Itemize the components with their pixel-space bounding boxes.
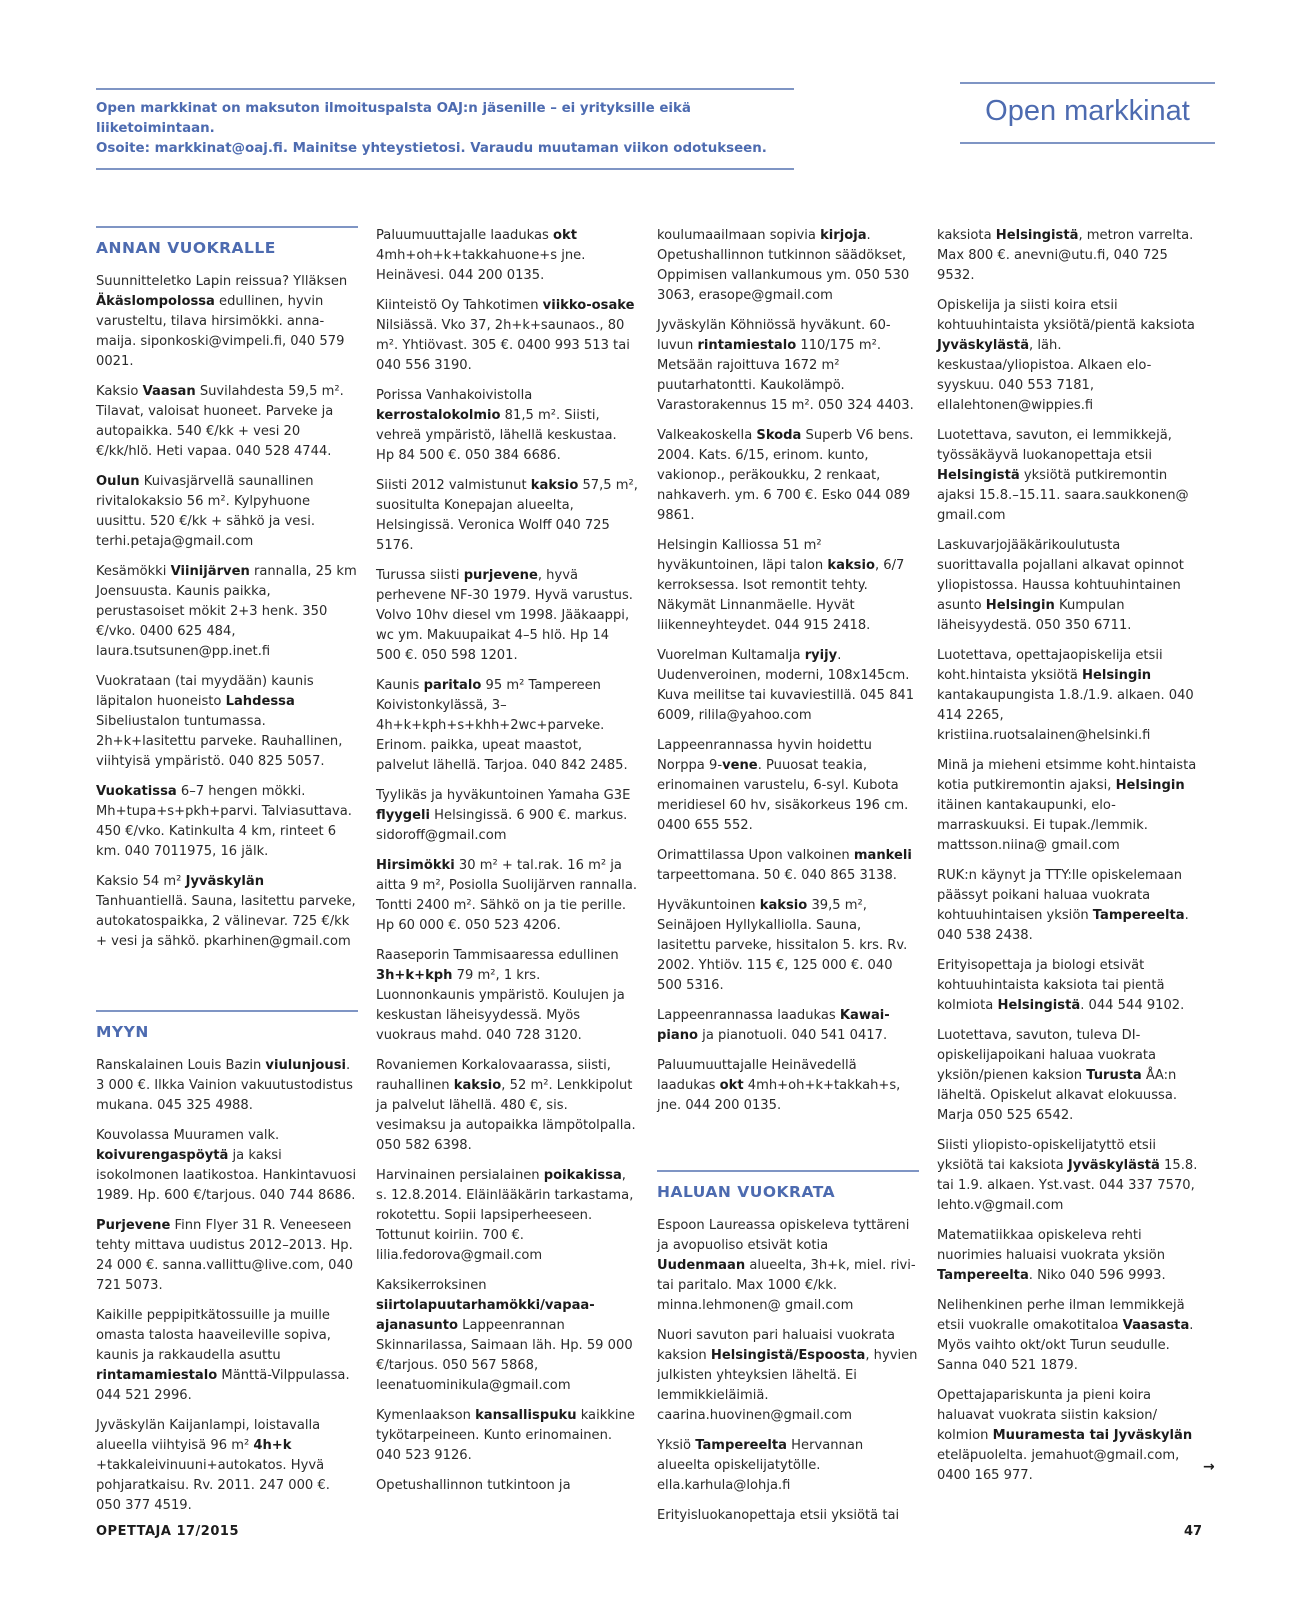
classified-ad (937, 646, 1199, 746)
ad-text: tarpeettomana. 50 €. 040 865 3138. (657, 868, 897, 883)
ad-keyword: purjevene (463, 568, 538, 583)
section-heading-annan-vuokralle: ANNAN VUOKRALLE (96, 226, 358, 258)
classified-ad (376, 476, 638, 556)
classified-ad (96, 1216, 358, 1296)
section-spacer (657, 1126, 919, 1170)
classified-ad (376, 676, 638, 776)
ad-keyword: Helsingistä (997, 998, 1081, 1013)
ad-text: Jyväskylän Kaijanlampi, loistavalla alueella viihtyisä 96 m² (96, 1418, 321, 1453)
classified-ad (937, 866, 1199, 946)
ad-text: kaikkine tykötarpeineen. Kunto erinomainen. 040 523 9126. (376, 1408, 635, 1463)
intro-line-2: Osoite: markkinat@oaj.fi. Mainitse yhteystietosi. Varaudu muutaman viikon odotukseen. (96, 141, 767, 156)
ad-keyword: Helsingistä (995, 228, 1079, 243)
ad-text: Kesämökki (96, 564, 171, 579)
classified-ad (376, 1476, 638, 1496)
ad-keyword: Helsingistä/Espoosta (710, 1348, 866, 1363)
ad-text: 15.8. tai 1.9. alkaen. Yst.vast. 044 337 7570, lehto.v@gmail.com (937, 1158, 1198, 1213)
page-number: 47 (1184, 1524, 1203, 1539)
ad-text: Paluumuuttajalle laadukas (376, 228, 554, 243)
classified-ad (657, 536, 919, 636)
ad-text: Siisti yliopisto-opiskelijatyttö etsii yksiötä tai kaksiota (937, 1138, 1157, 1173)
ad-keyword: Helsingistä (937, 468, 1020, 483)
section-spacer (96, 962, 358, 1010)
ad-keyword: Hirsimökki (376, 858, 455, 873)
ad-keyword: Helsingin (1115, 778, 1185, 793)
ad-text: Yksiö (657, 1438, 696, 1453)
ad-text: Ranskalainen Louis Bazin (96, 1058, 266, 1073)
ad-keyword: Tampereelta (1092, 908, 1185, 923)
ad-text: Kiinteistö Oy Tahkotimen (376, 298, 543, 313)
ad-text: Valkeakoskella (657, 428, 757, 443)
ad-text: koulumaailmaan sopivia (657, 228, 821, 243)
ad-text: 30 m² + tal.rak. 16 m² ja aitta 9 m², Posiolla Suolijärven rannalla. Tontti 2400 m². Sähkö on ja tie perille. Hp 60 000 €. 050 523 4206. (376, 858, 638, 933)
ad-text: Matematiikkaa opiskeleva rehti nuorimies haluaisi vuokrata yksiön (937, 1228, 1166, 1263)
classified-ad (376, 566, 638, 666)
ad-keyword: ryijy (804, 648, 838, 663)
classified-ad (657, 426, 919, 526)
ad-text: Opetushallinnon tutkintoon ja (376, 1478, 571, 1493)
classified-ad (937, 1136, 1199, 1216)
classified-ad (657, 226, 919, 306)
ad-text: , hyvä perhevene NF-30 1979. Hyvä varustus. Volvo 10hv diesel vm 1998. Jääkaappi, wc ym. Makuupaikat 4–5 hlö. Hp 14 500 €. 050 598 1201. (376, 568, 633, 663)
ad-text: 4mh+oh+k+takkahuone+s jne. Heinävesi. 044 200 0135. (376, 248, 586, 283)
ad-text: . Myös vaihto okt/okt Turun seudulle. Sanna 040 521 1879. (937, 1318, 1194, 1373)
ad-keyword: poikakissa (543, 1168, 622, 1183)
ad-text: , s. 12.8.2014. Eläinlääkärin tarkastama, rokotettu. Sopii lapsiperheeseen. Tottunut koiriin. 700 €. lilia.fedorova@gmail.com (376, 1168, 634, 1263)
ad-text: alueelta, 3h+k, miel. rivi- tai paritalo. Max 1000 €/kk. minna.lehmonen@ gmail.com (657, 1258, 916, 1313)
ad-text: Luotettava, opettajaopiskelija etsii koht.hintaista yksiötä (937, 648, 1163, 683)
ad-text: Suunnitteletko Lapin reissua? Ylläksen (96, 274, 348, 289)
classified-ad (937, 426, 1199, 526)
ad-keyword: rintamamiestalo (96, 1368, 218, 1383)
classified-ad (657, 896, 919, 996)
classified-ad (937, 226, 1199, 286)
ad-keyword: viikko-osake (542, 298, 635, 313)
ad-text: Vuokrataan (tai myydään) kaunis läpitalon huoneisto (96, 674, 314, 709)
ad-text: Kumpulan läheisyydestä. 050 350 6711. (937, 598, 1132, 633)
ad-text: Raaseporin Tammisaaressa edullinen (376, 948, 619, 963)
ad-text: Porissa Vanhakoivistolla (376, 388, 533, 403)
intro-bottom-rule (96, 168, 794, 170)
ad-keyword: kaksio (453, 1078, 502, 1093)
ad-text: 4mh+oh+k+takkah+s, jne. 044 200 0135. (657, 1078, 901, 1113)
ad-text: , läh. keskustaa/yliopistoa. Alkaen elo-syyskuu. 040 553 7181, ellalehtonen@wippies.fi (937, 338, 1152, 413)
ad-keyword: Helsingin (1082, 668, 1152, 683)
ad-keyword: viulunjousi (265, 1058, 346, 1073)
ad-text: Hervannan alueelta opiskelijatytölle. ella.karhula@lohja.fi (657, 1438, 864, 1493)
classified-ad (376, 1406, 638, 1466)
ad-keyword: okt (553, 228, 577, 243)
classified-ad (376, 946, 638, 1046)
ad-text: Nelihenkinen perhe ilman lemmikkejä etsii vuokralle omakotitaloa (937, 1298, 1185, 1333)
ad-keyword: Tampereelta (695, 1438, 787, 1453)
classified-ad (937, 956, 1199, 1016)
classified-ad (937, 756, 1199, 856)
ad-text: Helsingissä. 6 900 €. markus. sidoroff@gmail.com (376, 808, 628, 843)
ad-text: 6–7 hengen mökki. Mh+tupa+s+pkh+parvi. Talviasuttava. 450 €/vko. Katinkulta 4 km, rinteet 6 km. 040 7011975, 16 jälk. (96, 784, 352, 859)
ad-text: kaksiota (937, 228, 996, 243)
ad-keyword: 3h+k+kph (376, 968, 453, 983)
ad-text: . Uudenveroinen, moderni, 108x145cm. Kuva meilitse tai kuvaviestillä. 045 841 6009, rilila@yahoo.com (657, 648, 915, 723)
ad-keyword: rintamiestalo (697, 338, 797, 353)
ad-text: RUK:n käynyt ja TTY:lle opiskelemaan päässyt poikani haluaa vuokrata kohtuuhintaisen yksiön (937, 868, 1183, 923)
ad-text: Kaikille peppipitkätossuille ja muille omasta talosta haaveileville sopiva, kaunis ja rakkaudella asuttu (96, 1308, 331, 1363)
classified-ad (657, 316, 919, 416)
classified-ad (657, 1216, 919, 1316)
ad-keyword: kaksio (530, 478, 579, 493)
ad-keyword: Jyväskylän (185, 874, 265, 889)
ad-text: Paluumuuttajalle Heinävedellä laadukas (657, 1058, 857, 1093)
ad-text: Harvinainen persialainen (376, 1168, 544, 1183)
classified-ad (376, 296, 638, 376)
ad-text: . Puuosat teakia, erinomainen varustelu, 6-syl. Kubota meridiesel 60 hv, sisäkorkeus 196 cm. 0400 655 552. (657, 758, 909, 833)
ad-text: Lappeenrannan Skinnarilassa, Saimaan läh. Hp. 59 000 €/tarjous. 050 567 5868, leenatuominikula@gmail.com (376, 1318, 633, 1393)
ad-text: Kuivasjärvellä saunallinen rivitalokaksio 56 m². Kylpyhuone uusittu. 520 €/kk + sähkö ja vesi. terhi.petaja@gmail.com (96, 474, 315, 549)
classified-ad (937, 1026, 1199, 1126)
ad-text: edullinen, hyvin varusteltu, tilava hirsimökki. anna-maija. siponkoski@vimpeli.fi, 040 579 0021. (96, 294, 345, 369)
ad-text: eteläpuolelta. jemahuot@gmail.com, 0400 165 977. (937, 1448, 1180, 1483)
ad-keyword: flyygeli (376, 808, 431, 823)
classified-ad (96, 382, 358, 462)
ad-text: Kymenlaakson (376, 1408, 476, 1423)
ad-text: Nilsiässä. Vko 37, 2h+k+saunaos., 80 m². Yhtiövast. 305 €. 0400 993 513 tai 040 556 3190. (376, 318, 630, 373)
column-2 (376, 226, 638, 1506)
ad-keyword: okt (719, 1078, 744, 1093)
classified-ad (657, 1326, 919, 1426)
ad-keyword: Jyväskylästä (937, 338, 1030, 353)
ad-keyword: Lahdessa (225, 694, 295, 709)
ad-text: 39,5 m², Seinäjoen Hyllykalliolla. Sauna, lasitettu parveke, hissitalon 5. krs. Rv. 2002. Yhtiöv. 115 €, 125 000 €. 040 500 5316. (657, 898, 908, 993)
intro-line-1: Open markkinat on maksuton ilmoituspalsta OAJ:n jäsenille – ei yrityksille eikä liiketoimintaan. (96, 101, 691, 136)
ad-keyword: Oulun (96, 474, 140, 489)
ad-text: Kouvolassa Muuramen valk. (96, 1128, 280, 1143)
ad-text: Rovaniemen Korkalovaarassa, siisti, rauhallinen (376, 1058, 611, 1093)
classified-ad (96, 672, 358, 772)
ad-keyword: siirtolapuutarhamökki/vapaa-ajanasunto (376, 1298, 595, 1333)
ad-keyword: kaksio (827, 558, 875, 573)
ad-text: . 3 000 €. Ilkka Vainion vakuutustodistus mukana. 045 325 4988. (96, 1058, 353, 1113)
classified-ad (96, 872, 358, 952)
classified-ad (937, 1386, 1199, 1486)
classified-ad (376, 786, 638, 846)
intro-box (96, 88, 794, 170)
ad-text: Opiskelija ja siisti koira etsii kohtuuhintaista yksiötä/pientä kaksiota (937, 298, 1195, 333)
ad-keyword: Vaasasta (1122, 1318, 1190, 1333)
classified-ad (376, 226, 638, 286)
ad-text: Erityisopettaja ja biologi etsivät kohtuuhintaista kaksiota tai pientä kolmiota (937, 958, 1165, 1013)
ad-text: Kaunis (376, 678, 424, 693)
ad-text: ja pianotuoli. 040 541 0417. (698, 1028, 888, 1043)
classified-ad (937, 296, 1199, 416)
ad-text: Helsingin Kalliossa 51 m² hyväkuntoinen, läpi talon (657, 538, 828, 573)
classified-ad (96, 1056, 358, 1116)
ad-keyword: mankeli (853, 848, 912, 863)
ad-text: 57,5 m², suositulta Konepajan alueelta, Helsingissä. Veronica Wolff 040 725 5176. (376, 478, 638, 553)
ad-keyword: kirjoja (820, 228, 867, 243)
section-heading-haluan-vuokrata: HALUAN VUOKRATA (657, 1170, 919, 1202)
ad-text: Kaksikerroksinen (376, 1278, 487, 1293)
ad-text: Tyylikäs ja hyväkuntoinen Yamaha G3E (376, 788, 631, 803)
classified-ad (937, 1226, 1199, 1286)
column-3 (657, 226, 919, 1536)
ad-text: Suvilahdesta 59,5 m². Tilavat, valoisat huoneet. Parveke ja autopaikka. 540 €/kk + vesi 20 €/kk/hlö. Heti vapaa. 040 528 4744. (96, 384, 344, 459)
ad-keyword: Kawai-piano (657, 1008, 890, 1043)
ad-keyword: Purjevene (96, 1218, 171, 1233)
ad-text: Hyväkuntoinen (657, 898, 760, 913)
ad-text: Luotettava, savuton, tuleva DI-opiskelijapoikani haluaa vuokrata yksiön/pienen kaksion (937, 1028, 1157, 1083)
classified-ad (657, 1006, 919, 1046)
ad-text: Lappeenrannassa hyvin hoidettu Norppa 9- (657, 738, 872, 773)
ad-text: Siisti 2012 valmistunut (376, 478, 531, 493)
ad-text: Vuorelman Kultamalja (657, 648, 805, 663)
ad-text: Opettajapariskunta ja pieni koira haluavat vuokrata siistin kaksion/ kolmion (937, 1388, 1158, 1443)
ad-keyword: Vuokatissa (96, 784, 177, 799)
column-1 (96, 226, 358, 1526)
ad-text: . Opetushallinnon tutkinnon säädökset, Oppimisen vallankumous ym. 050 530 3063, erasope@gmail.com (657, 228, 910, 303)
classified-ad (376, 1166, 638, 1266)
ad-text: ja kaksi isokolmonen laatikostoa. Hankintavuosi 1989. Hp. 600 €/tarjous. 040 744 8686. (96, 1148, 357, 1203)
classified-ad (657, 736, 919, 836)
ad-keyword: Viinijärven (170, 564, 250, 579)
classified-ad (376, 1276, 638, 1396)
ad-text: Nuori savuton pari haluaisi vuokrata kaksion (657, 1328, 896, 1363)
ad-text: Laskuvarjojääkärikoulutusta suorittavalla pojallani alkavat opinnot yliopistossa. Haussa kohtuuhintainen asunto (937, 538, 1184, 613)
ad-text: +takkaleivinuuni+autokatos. Hyvä pohjaratkaisu. Rv. 2011. 247 000 €. 050 377 4519. (96, 1458, 330, 1513)
ad-text: Luotettava, savuton, ei lemmikkejä, työssäkäyvä luokanopettaja etsii (937, 428, 1172, 463)
classified-ad (96, 782, 358, 862)
ad-text: Superb V6 bens. 2004. Kats. 6/15, erinom. kunto, vakionop., peräkoukku, 2 renkaat, nahkaverh. ym. 6 700 €. Esko 044 089 9861. (657, 428, 914, 523)
ad-keyword: kansallispuku (475, 1408, 577, 1423)
classified-ad (657, 646, 919, 726)
ad-text: Tanhuantiellä. Sauna, lasitettu parveke, autokatospaikka, 2 välinevar. 725 €/kk + vesi ja sähkö. pkarhinen@gmail.com (96, 894, 356, 949)
classified-ad (937, 536, 1199, 636)
ad-text: Finn Flyer 31 R. Veneeseen tehty mittava uudistus 2012–2013. Hp. 24 000 €. sanna.vallittu@live.com, 040 721 5073. (96, 1218, 354, 1293)
ad-keyword: Skoda (756, 428, 802, 443)
ad-keyword: Vaasan (142, 384, 196, 399)
page-title: Open markkinat (985, 95, 1190, 127)
ad-keyword: Turusta (1086, 1068, 1142, 1083)
ad-text: , 6/7 kerroksessa. Isot remontit tehty. Näkymät Linnanmäelle. Hyvät liikenneyhteydet. 044 915 2418. (657, 558, 905, 633)
ad-text: itäinen kantakaupunki, elo-marraskuuksi. Ei tupak./lemmik. mattsson.niina@ gmail.com (937, 798, 1148, 853)
ad-keyword: kaksio (759, 898, 808, 913)
ad-text: , metron varrelta. Max 800 €. anevni@utu.fi, 040 725 9532. (937, 228, 1194, 283)
ad-text: 110/175 m². Metsään rajoittuva 1672 m² puutarhatontti. Kaukolämpö. Varastorakennus 15 m². 050 324 4403. (657, 338, 914, 413)
classified-ad (96, 1306, 358, 1406)
classified-ad (657, 1056, 919, 1116)
ad-keyword: paritalo (423, 678, 482, 693)
ad-text: 81,5 m². Siisti, vehreä ympäristö, lähellä keskustaa. Hp 84 500 €. 050 384 6686. (376, 408, 617, 463)
ad-keyword: koivurengaspöytä (96, 1148, 229, 1163)
ad-keyword: Jyväskylästä (1067, 1158, 1160, 1173)
ad-text: kantakaupungista 1.8./1.9. alkaen. 040 414 2265, kristiina.ruotsalainen@helsinki.fi (937, 688, 1194, 743)
classified-ad (96, 1416, 358, 1516)
classified-ad (96, 562, 358, 662)
ad-keyword: vene (722, 758, 758, 773)
ad-text: Jyväskylän Köhniössä hyväkunt. 60-luvun (657, 318, 891, 353)
classified-ad (376, 386, 638, 466)
ad-keyword: Tampereelta (937, 1268, 1029, 1283)
ad-text: Espoon Laureassa opiskeleva tyttäreni ja avopuoliso etsivät kotia (657, 1218, 910, 1253)
ad-text: . 044 544 9102. (1080, 998, 1185, 1013)
intro-text (96, 90, 794, 168)
ad-text: rannalla, 25 km Joensuusta. Kaunis paikka, perustasoiset mökit 2+3 henk. 350 €/vko. 0400 625 484, laura.tsutsunen@pp.inet.fi (96, 564, 357, 659)
ad-text: Minä ja mieheni etsimme koht.hintaista kotia putkiremontin ajaksi, (937, 758, 1197, 793)
ad-text: Mänttä-Vilppulassa. 044 521 2996. (96, 1368, 350, 1403)
section-heading-myyn: MYYN (96, 1010, 358, 1042)
classified-ad (96, 1126, 358, 1206)
classified-ad (96, 472, 358, 552)
classified-ad (376, 1056, 638, 1156)
ad-text: , 52 m². Lenkkipolut ja palvelut lähellä. 480 €, sis. vesimaksu ja autopaikka lämpötolpalla. 050 582 6398. (376, 1078, 636, 1153)
ad-keyword: Helsingin (985, 598, 1055, 613)
ad-keyword: Äkäslompolossa (96, 294, 215, 309)
column-4 (937, 226, 1199, 1496)
ad-text: Lappeenrannassa laadukas (657, 1008, 840, 1023)
ad-keyword: Uudenmaan (657, 1258, 746, 1273)
ad-text: Kaksio 54 m² (96, 874, 186, 889)
classified-ad (376, 856, 638, 936)
classified-ad (657, 1436, 919, 1496)
continue-arrow-icon: → (1203, 1459, 1215, 1475)
classified-ad (937, 1296, 1199, 1376)
ad-keyword: Muuramesta tai Jyväskylän (992, 1428, 1193, 1443)
page-title-box (960, 82, 1215, 144)
classified-ad (657, 846, 919, 886)
ad-text: Orimattilassa Upon valkoinen (657, 848, 854, 863)
classified-ad (657, 1506, 919, 1526)
publication-label: OPETTAJA 17/2015 (96, 1524, 239, 1539)
ad-text: Sibeliustalon tuntumassa. 2h+k+lasitettu parveke. Rauhallinen, viihtyisä ympäristö. 040 825 5057. (96, 714, 343, 769)
ad-text: . Niko 040 596 9993. (1028, 1268, 1166, 1283)
ad-text: 95 m² Tampereen Koivistonkylässä, 3–4h+k+kph+s+khh+2wc+parveke. Erinom. paikka, upeat maastot, palvelut lähellä. Tarjoa. 040 842 2485. (376, 678, 628, 773)
ad-text: . 040 538 2438. (937, 908, 1189, 943)
ad-keyword: 4h+k (253, 1438, 292, 1453)
title-bottom-rule (960, 142, 1215, 144)
ad-keyword: kerrostalokolmio (376, 408, 501, 423)
ad-text: ÅA:n läheltä. Opiskelut alkavat elokuussa. Marja 050 525 6542. (937, 1068, 1178, 1123)
ad-text: Erityisluokanopettaja etsii yksiötä tai (657, 1508, 900, 1523)
ad-text: Kaksio (96, 384, 143, 399)
ad-text: , hyvien julkisten yhteyksien läheltä. Ei lemmikkieläimiä. caarina.huovinen@gmail.com (657, 1348, 918, 1423)
ad-text: yksiötä putkiremontin ajaksi 15.8.–15.11. saara.saukkonen@ gmail.com (937, 468, 1189, 523)
classified-ad (96, 272, 358, 372)
ad-text: 79 m², 1 krs. Luonnonkaunis ympäristö. Koulujen ja keskustan läheisyydessä. Myös vuokraus mahd. 040 728 3120. (376, 968, 625, 1043)
ad-text: Turussa siisti (376, 568, 464, 583)
